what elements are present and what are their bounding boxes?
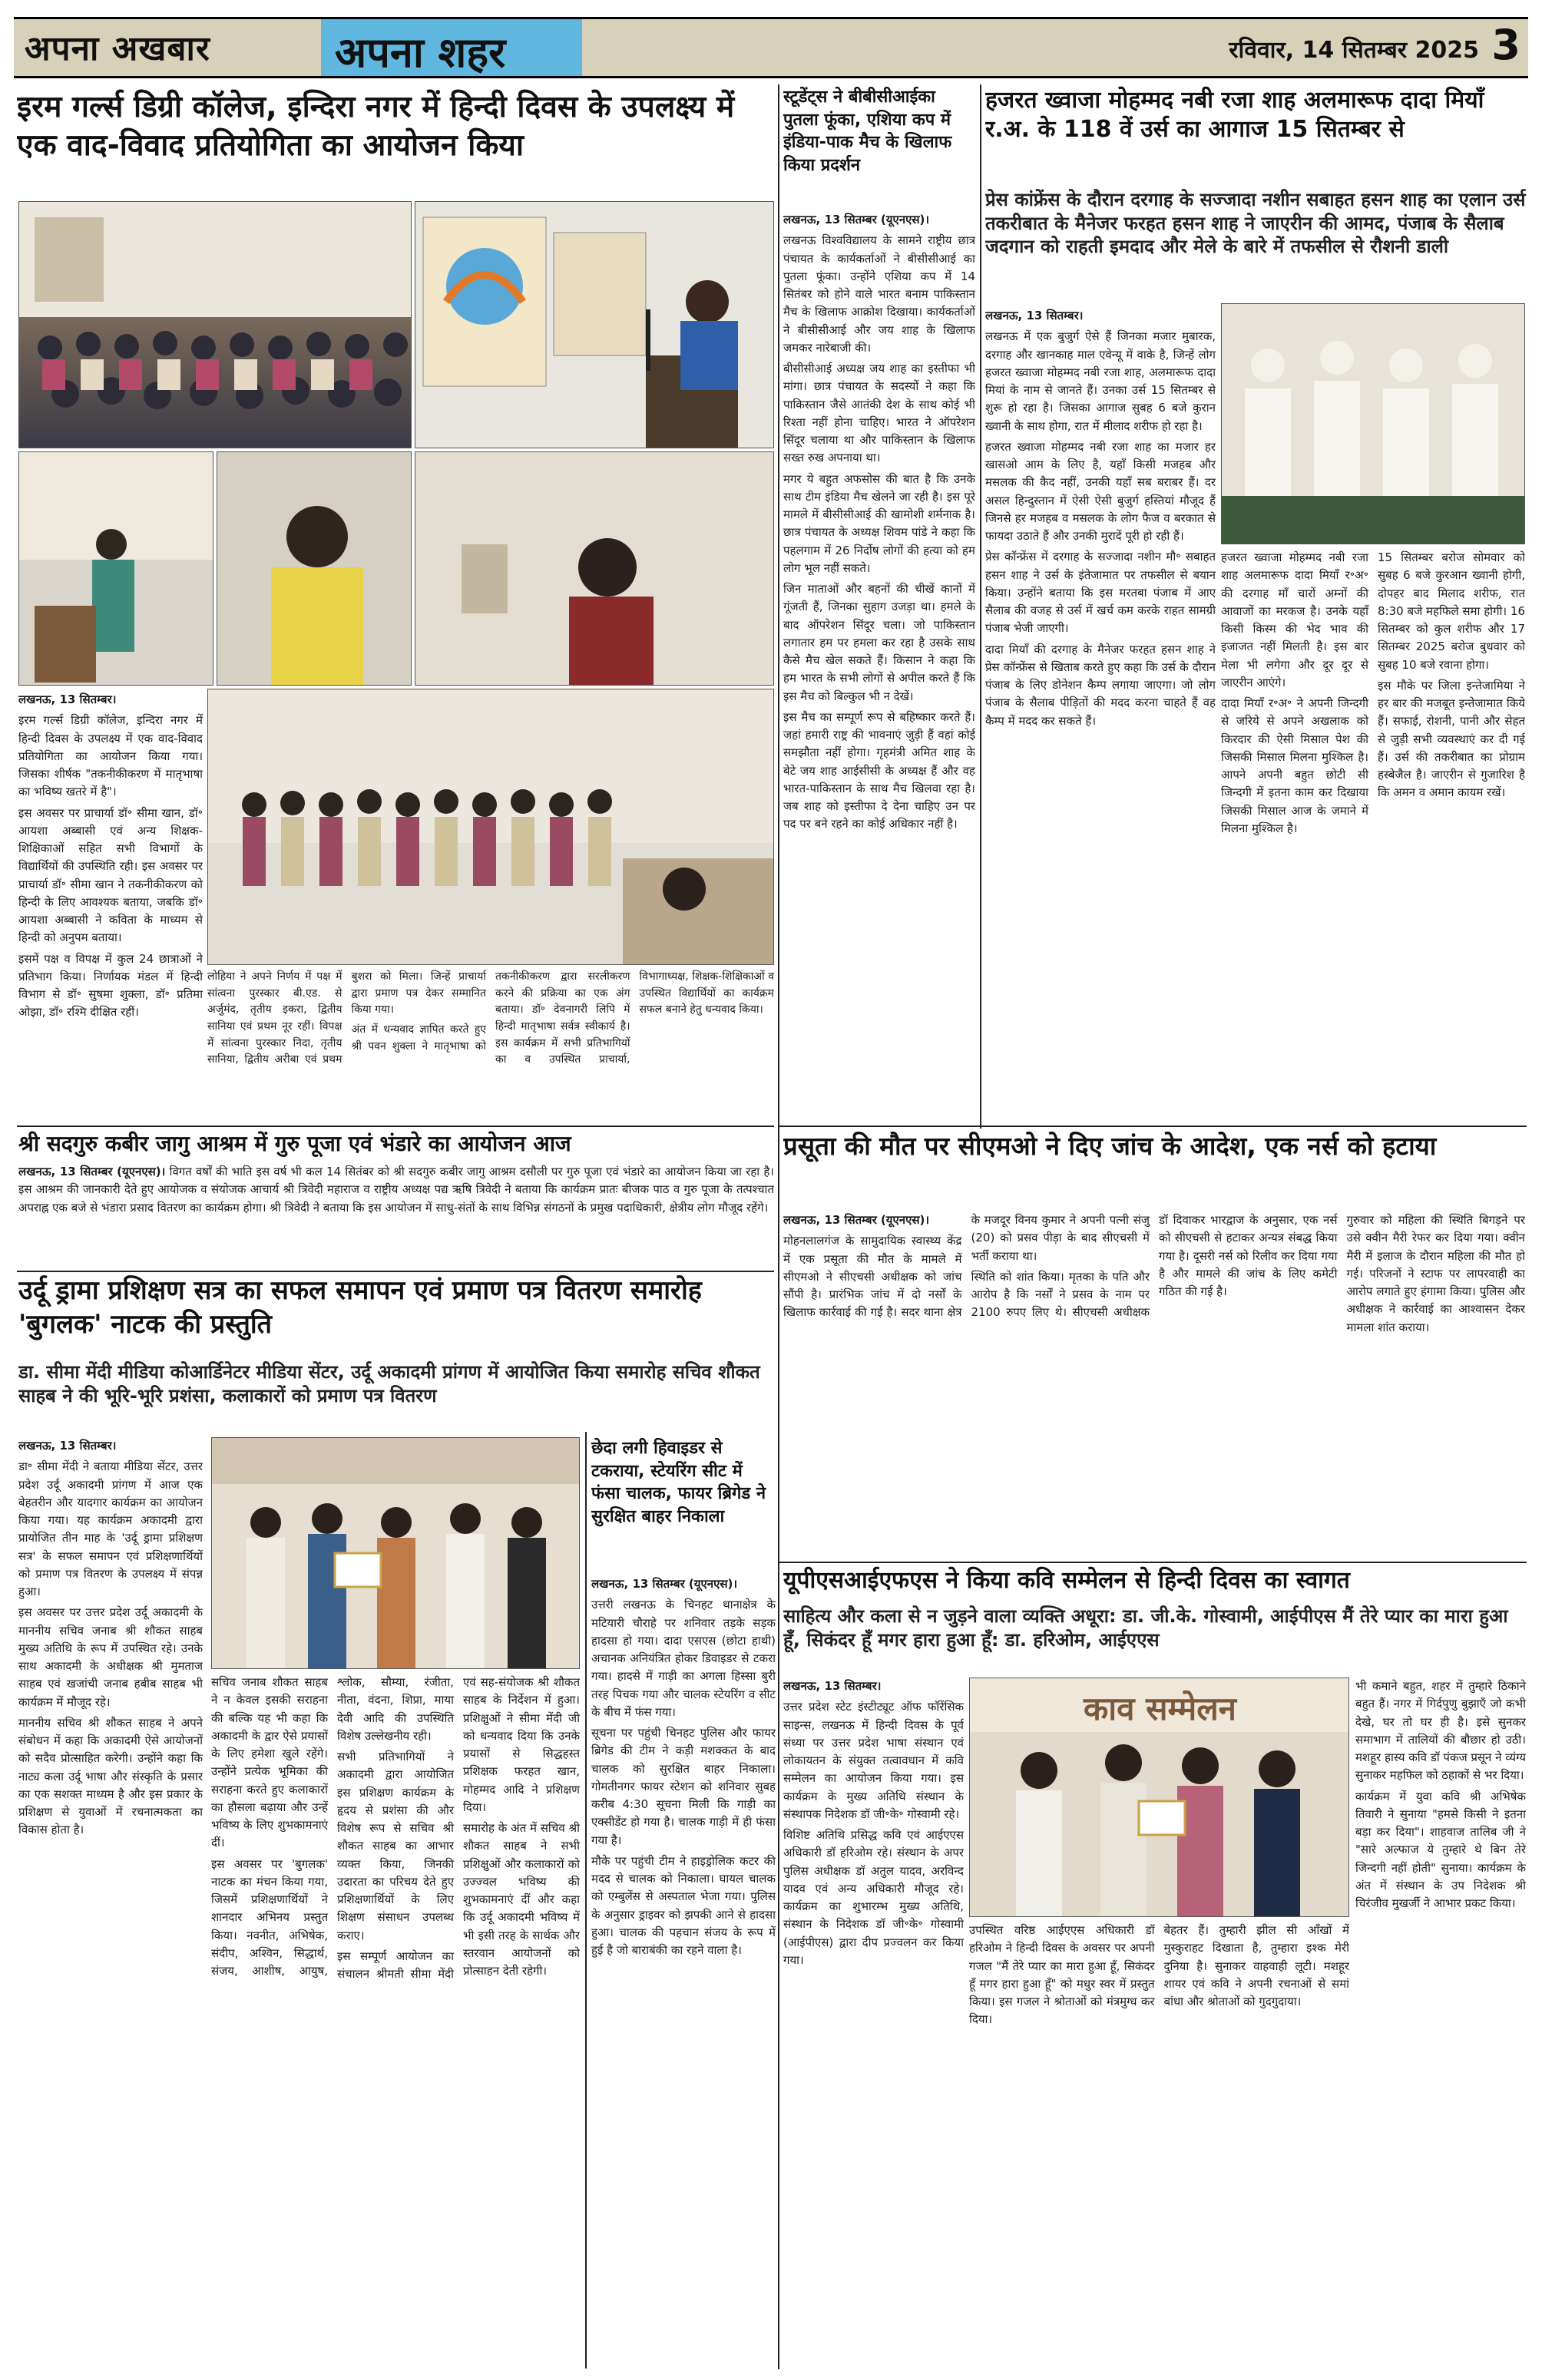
story7-para: सूचना पर पहुंची चिनहट पुलिस और फायर ब्रिगेड की टीम ने कड़ी मशक्कत के बाद चालक को सुरक्षित बाहर निकाला। गोमतीनगर फायर स्टेशन को शनिवार सुबह करीब 4:30 सूचना मिली कि गाड़ी का एक्सीडेंट हो गया है। चालक गाड़ी में ही फंसा गया है।: [591, 1726, 776, 1847]
story5-para: स्थिति को शांत किया। मृतका के पति और आरोप है कि नर्सों ने प्रसव के नाम पर 2100 रुपए लिए थे। सीएचसी अधीक्षक डॉ दिवाकर भारद्वाज के अनुसार, एक नर्स को सीएचसी से हटाकर अन्यत्र संबद्ध किया गया है। दूसरी नर्स को रिलीव कर दिया गया है और मामले की जांच के लिए कमेटी गठित की गई है।: [971, 1213, 1338, 1320]
story1-photo-speaker: [415, 201, 774, 448]
story2-para: बीसीसीआई अध्यक्ष जय शाह का इस्तीफा भी मांगा। छात्र पंचायत के सदस्यों ने कहा कि पाकिस्तान जैसे आतंकी देश के साथ कोई भी रिश्ता नहीं होना चाहिए। भारत ने ऑपरेशन सिंदूर चलाया था और पाकिस्तान के खिलाफ सख्त रुख अपनाया था।: [783, 362, 975, 465]
story8-para: भी कमाने बहुत, शहर में तुम्हारे ठिकाने बहुत हैं। नगर में गिर्दपुणु बुझाएँ जो कभी देखे, घर तो घर ही है। इसे सुनकर समाभाग में तालियों की बौछार हो उठी। मशहूर हास्य कवि डॉ पंकज प्रसून ने व्यंग्य सुनाकर महफिल को ठहाकों से भर दिया।: [1355, 1679, 1526, 1783]
story5-dateline: लखनऊ, 13 सितम्बर (यूएनएस)।: [783, 1213, 930, 1227]
story8-body-cols: [969, 1922, 1349, 2368]
story1-para: अंत में धन्यवाद ज्ञापित करते हुए श्री पवन शुक्ला ने मातृभाषा को तकनीकीकरण द्वारा सरलीकरण करने की प्रक्रिया का एक अंग बताया। डॉ॰ देवनागरी लिपि में हिन्दी मातृभाषा सर्वत्र स्वीकार्य है। इस कार्यक्रम में सभी प्रतिभागियों का व उपस्थित प्राचार्या, विभागाध्यक्ष, शिक्षक-शिक्षिकाओं व उपस्थित विद्यार्थियों का कार्यक्रम सफल बनाने हेतु धन्यवाद किया।: [351, 970, 774, 1066]
story7-para: उत्तरी लखनऊ के चिनहट थानाक्षेत्र के मटियारी चौराहे पर शनिवार तड़के सड़क हादसा हो गया। दादा एसएस (छोटा हाथी) अचानक अनियंत्रित होकर डिवाइडर से टकरा गया। हादसे में गाड़ी का अगला हिस्सा बुरी तरह पिचक गया और चालक स्टेयरिंग व सीट के बीच में फंस गया।: [591, 1598, 776, 1719]
row-divider: [17, 1126, 774, 1127]
story1-dateline: लखनऊ, 13 सितम्बर।: [18, 693, 117, 706]
story2-body: [783, 211, 975, 1121]
story6-para: डा॰ सीमा मेंदी ने बताया मीडिया सेंटर, उत्तर प्रदेश उर्दू अकादमी प्रांगण में आज एक बेहतरीन और यादगार कार्यक्रम का आयोजन किया गया। यह कार्यक्रम अकादमी द्वारा प्रायोजित तीन माह के 'उर्दू ड्रामा प्रशिक्षण सत्र' के सफल समापन एवं प्रशिक्षणार्थियों को प्रमाण पत्र वितरण के उपलक्ष्य में संपन्न हुआ।: [18, 1459, 203, 1598]
story6-headline: उर्दू ड्रामा प्रशिक्षण सत्र का सफल समापन एवं प्रमाण पत्र वितरण समारोह 'बुगलक' नाटक की प्रस्तुति: [18, 1275, 702, 1340]
story7-body: [591, 1575, 776, 2366]
story1-photo-mic: [415, 451, 774, 686]
page-number: 3: [1491, 21, 1520, 69]
story3-para: दादा मियाँ र॰अ॰ ने अपनी जिन्दगी से जरिये से अपने अखलाक को किरदार की ऐसी मिसाल पेश की जिसकी मिसाल मिलना मुश्किल है। आपने अपनी बहुत छोटी सी जिन्दगी में इतना काम कर दिखाया जिसकी मिसाल आज के जमाने में मिलना मुश्किल है।: [1221, 696, 1368, 835]
story1-para: इस अवसर पर प्राचार्या डॉ॰ सीमा खान, डॉ॰ आयशा अब्बासी एवं अन्य शिक्षक-शिक्षिकाओं सहित सभी विभागों के विद्यार्थियों की उपस्थिति रही। इस अवसर पर प्राचार्या डॉ॰ सीमा खान ने तकनीकीकरण को हिन्दी के लिए आवश्यक बताया, जबकि डॉ॰ आयशा अब्बासी ने कविता के माध्यम से हिन्दी को अनुपम बताया।: [18, 805, 203, 945]
story3-body-col1: [985, 307, 1216, 1121]
story3-para: 15 सितम्बर बरोज सोमवार को सुबह 6 बजे कुरआन ख्वानी होगी, दोपहर बाद मिलाद शरीफ, रात 8:30 बजे महफिले समा होगी। 16 सितम्बर को कुल शरीफ और 17 सितम्बर 2025 बरोज बुधवार को सुबह 10 बजे रवाना होगा।: [1378, 550, 1525, 672]
story1-photo-audience: [18, 201, 412, 448]
story2-para: लखनऊ विश्वविद्यालय के सामने राष्ट्रीय छात्र पंचायत के कार्यकर्ताओं ने बीसीसीआई का पुतला फूंका। उन्होंने एशिया कप में 14 सितंबर को होने वाले भारत बनाम पाकिस्तान मैच के खिलाफ आक्रोश दिखाया। कार्यकर्ताओं ने बीसीसीआई और जय शाह के खिलाफ जमकर नारेबाजी की।: [783, 233, 975, 355]
story8-para: उत्तर प्रदेश स्टेट इंस्टीट्यूट ऑफ फॉरेंसिक साइन्स, लखनऊ में हिन्दी दिवस के पूर्व संध्या पर उत्तर प्रदेश भाषा संस्थान एवं लोकायतन के संयुक्त तत्वावधान में कवि सम्मेलन का आयोजन किया गया। इस कार्यक्रम के मुख्य अतिथि संस्थान के संस्थापक निदेशक डॉ जी॰के॰ गोस्वामी रहे।: [783, 1700, 964, 1821]
story6-para: सभी प्रतिभागियों ने अकादमी द्वारा आयोजित इस प्रशिक्षण कार्यक्रम के हृदय से प्रशंसा की और विशेष रूप से सचिव श्री शौकत साहब का आभार व्यक्त किया, जिनकी उदारता का परिचय देते हुए प्रशिक्षणार्थियों के लिए शिक्षण संसाधन उपलब्ध कराए।: [337, 1750, 454, 1942]
award-illustration: [970, 1732, 1349, 1917]
story3-para: दादा मियाँ की दरगाह के मैनेजर फरहत हसन शाह ने प्रेस कॉन्फ्रेंस से खिताब करते हुए कहा कि उर्स के दौरान पंजाब के लिए डोनेशन कैम्प लगाया जाएगा। जो लोग पंजाब के सैलाब पीड़ितों की मदद करना चाहते हैं वह कैम्प में मदद कर सकते हैं।: [985, 642, 1216, 728]
story6-para: माननीय सचिव श्री शौकत साहब ने अपने संबोधन में कहा कि अकादमी ऐसे आयोजनों को सदैव प्रोत्साहित करेगी। उन्होंने कहा कि नाट्य कला उर्दू भाषा और संस्कृति के प्रसार का एक सशक्त माध्यम है और इस प्रकार के प्रशिक्षण से युवाओं में रचनात्मकता का विकास होता है।: [18, 1715, 203, 1837]
story5-body: [783, 1211, 1525, 1557]
story1-para: इरम गर्ल्स डिग्री कॉलेज, इन्दिरा नगर में हिन्दी दिवस के उपलक्ष्य में एक वाद-विवाद प्रतियोगिता का आयोजन किया गया। जिसका शीर्षक "तकनीकीकरण में मातृभाषा का भविष्य खतरे में है"।: [18, 713, 203, 799]
story3-subhead: प्रेस कांफ्रेंस के दौरान दरगाह के सज्जादा नशीन सबाहत हसन शाह का एलान उर्स तकरीबात के मैनेजर फरहत हसन शाह ने जाएरीन की आमद, पंजाब के सैलाब जदगान को राहती इमदाद और मेले के बारे में तफसील से रौशनी डाली: [985, 189, 1526, 258]
story3-photo-press-conference: [1221, 303, 1525, 544]
column-divider: [778, 1126, 779, 2369]
story6-para: इस अवसर पर 'बुगलक' नाटक का मंचन किया गया, जिसमें प्रशिक्षणार्थियों ने शानदार अभिनय प्रस्तुत किया। नवनीत, अभिषेक, संदीप, अश्विन, सिद्धार्थ, संजय, आशीष, आयुष, श्लोक, सौम्या, रंजीता, नीता, वंदना, शिप्रा, माया देवी आदि की उपस्थिति विशेष उल्लेखनीय रही।: [211, 1675, 454, 1978]
certificate-illustration: [212, 1438, 580, 1669]
story8-body-col4: [1355, 1678, 1526, 2368]
story5-headline: प्रसूता की मौत पर सीएमओ ने दिए जांच के आदेश, एक नर्स को हटाया: [783, 1131, 1437, 1161]
story8-subhead: साहित्य और कला से न जुड़ने वाला व्यक्ति अधूरा: डा. जी.के. गोस्वामी, आईपीएस मैं तेरे प्यार का मारा हुआ हूँ, सिकंदर हूँ मगर हारा हुआ हूँ: डा. हरिओम, आईएएस: [783, 1605, 1508, 1651]
participant-illustration: [217, 452, 412, 686]
story3-para: हजरत ख्वाजा मोहम्मद नबी रजा शाह अलमारूफ दादा मियाँ र॰अ॰ की दरगाह माँ चारों अम्नों की आवाजों का मरकज है। उनके यहाँ किसी किस्म की भेद भाव की इजाजत नहीं मिलती है। इस बार मेला भी लगेगा और दूर दूर से जाएरीन आएंगे।: [1221, 550, 1368, 689]
story8-para: बेहतर हैं। तुम्हारी झील सी आँखों में मुस्कुराहट दिखाता है, तुम्हारा इश्क मेरी दुनिया है। सुनाकर वाहवाही लूटी। मशहूर शायर एवं कवि ने अपनी रचनाओं से समां बांधा और श्रोताओं को गुदगुदाया।: [1163, 1923, 1349, 2008]
banner-text: काव सम्मेलन: [970, 1678, 1349, 1732]
audience-illustration: [19, 202, 412, 448]
story1-photo-group: [207, 689, 774, 965]
story6-photo-certificate: [211, 1437, 580, 1669]
story1-headline: इरम गर्ल्स डिग्री कॉलेज, इन्दिरा नगर में हिन्दी दिवस के उपलक्ष्य में एक वाद-विवाद प्रतियोगिता का आयोजन किया: [17, 90, 735, 163]
story2-headline: स्टूडेंट्स ने बीबीसीआईका पुतला फूंका, एशिया कप में इंडिया-पाक मैच के खिलाफ किया प्रदर्शन: [783, 88, 952, 176]
story4-body: [18, 1163, 774, 1267]
story8-para: उपस्थित वरिष्ठ आईएएस अधिकारी डॉ हरिओम ने हिन्दी दिवस के अवसर पर अपनी गजल "मैं तेरे प्यार का मारा हुआ हूँ, सिकंदर हूँ मगर हारा हुआ हूँ" को मधुर स्वर में प्रस्तुत किया। इस गजल ने श्रोताओं को मंत्रमुग्ध कर दिया।: [969, 1923, 1155, 2027]
story6-dateline: लखनऊ, 13 सितम्बर।: [18, 1439, 117, 1453]
story7-headline: छेदा लगी हिवाइडर से टकराया, स्टेयरिंग सीट में फंसा चालक, फायर ब्रिगेड ने सुरक्षित बाहर निकाला: [591, 1439, 766, 1527]
story8-headline: यूपीएसआईएफएस ने किया कवि सम्मेलन से हिन्दी दिवस का स्वागत: [783, 1567, 1350, 1594]
story3-para: हजरत ख्वाजा मोहम्मद नबी रजा शाह का मजार हर खासओ आम के लिए है, यहाँ किसी मजहब और मसलक की कैद नहीं, उनकी यहाँ सब बराबर हैं। दर असल हिन्दुस्तान में ऐसी ऐसी बुजुर्ग हस्तियां मौजूद हैं जिनसे हर मजहब व मसलक के लोग फैज व बरकात से फायदा उठाते हैं और उनकी मुरादें पूरी हो रही हैं।: [985, 439, 1216, 543]
speaker-illustration: [415, 202, 774, 448]
column-divider: [980, 84, 981, 1129]
story3-headline: हजरत ख्वाजा मोहम्मद नबी रजा शाह अलमारूफ दादा मियाँ र.अ. के 118 वें उर्स का आगाज 15 सितम्बर से: [985, 87, 1484, 144]
column-divider: [778, 84, 779, 1129]
masthead: [14, 17, 1528, 78]
row-divider: [778, 1126, 1527, 1127]
stage-illustration: [19, 452, 213, 686]
group-illustration: [208, 689, 774, 965]
story3-para: लखनऊ में एक बुजुर्ग ऐसे हैं जिनका मजार मुबारक, दरगाह और खानकाह माल एवेन्यू में वाके है, जिन्हें लोग हजरत ख्वाजा मोहम्मद नबी रजा शाह, अलमारूफ दादा मियां के नाम से जानते हैं। उनका उर्स 15 सितम्बर से शुरू हो रहा है। जिसका आगाज सुबह 6 बजे कुरान ख्वानी के साथ होगा, रात में मीलाद शरीफ हो रहा है।: [985, 329, 1216, 433]
story5-para: गुरुवार को महिला की स्थिति बिगड़ने पर उसे क्वीन मैरी रेफर कर दिया गया। क्वीन मैरी में इलाज के दौरान महिला की मौत हो गई। परिजनों ने स्टाफ पर लापरवाही का आरोप लगाते हुए हंगामा किया। पुलिस और अधीक्षक ने कार्रवाई का आश्वासन देकर मामला शांत कराया।: [1346, 1213, 1525, 1334]
story8-photo-kavi-sammelan: [969, 1678, 1349, 1917]
story3-dateline: लखनऊ, 13 सितम्बर।: [985, 309, 1084, 322]
story5-para: मोहनलालगंज के सामुदायिक स्वास्थ्य केंद्र में एक प्रसूता की मौत के मामले में सीएमओ ने सीएचसी अधीक्षक को जांच सौंपी है। प्रारंभिक जांच में दो नर्सों के खिलाफ कार्रवाई की गई है। सदर थाना क्षेत्र के मजदूर विनय कुमार ने अपनी पत्नी संजु (20) को प्रसव पीड़ा के बाद सीएचसी में भर्ती कराया था।: [783, 1213, 1150, 1320]
story1-para: इसमें पक्ष व विपक्ष में कुल 24 छात्राओं ने प्रतिभाग किया। निर्णायक मंडल में हिन्दी विभाग से डॉ॰ सुषमा शुक्ला, डॉ॰ प्रतिमा ओझा, डॉ॰ रश्मि दीक्षित रहीं।: [18, 951, 203, 1020]
story8-body-col1: [783, 1678, 964, 2368]
story8-dateline: लखनऊ, 13 सितम्बर।: [783, 1679, 882, 1693]
story2-para: मगर ये बहुत अफसोस की बात है कि उनके साथ टीम इंडिया मैच खेलने जा रही है। इस पूरे मामले में बीसीसीआई की खामोशी शर्मनाक है। छात्र पंचायत के अध्यक्ष शिवम पांडे ने कहा कि पहलगाम में 26 निर्दोष लोगों की हत्या को हम लोग भूल नहीं सकते।: [783, 471, 975, 575]
story4-dateline: लखनऊ, 13 सितम्बर (यूएनएस)।: [18, 1165, 166, 1178]
story1-para: लोहिया ने अपने निर्णय में पक्ष में सांत्वना पुरस्कार बी.एड. से अर्जुमंद, तृतीय इकरा, द्वितीय सानिया एवं प्रथम नूर रहीं। विपक्ष में सांत्वना पुरस्कार निदा, तृतीय सानिया, द्वितीय अरीबा एवं प्रथम बुशरा को मिला। जिन्हें प्राचार्या द्वारा प्रमाण पत्र देकर सम्मानित किया गया।: [207, 970, 486, 1066]
story1-photo-participant: [217, 451, 412, 686]
section-title: अपना शहर: [321, 19, 582, 76]
newspaper-brand: अपना अखबार: [25, 29, 210, 68]
story6-body-cols: [211, 1674, 580, 2365]
story6-para: सचिव जनाब शौकत साहब ने न केवल इसकी सराहना की बल्कि यह भी कहा कि अकादमी के द्वार ऐसे प्रयासों के लिए हमेशा खुले रहेंगे। उन्होंने प्रत्येक भूमिका की सराहना करते हुए कलाकारों का हौसला बढ़ाया और उन्हें भविष्य के लिए शुभकामनाएं दीं।: [211, 1675, 328, 1850]
mic-illustration: [415, 452, 774, 686]
story3-body-cols: [1221, 549, 1525, 1121]
story8-para: कार्यक्रम में युवा कवि श्री अभिषेक तिवारी ने सुनाया "हमसे किसी ने इतना बड़ा कर दिया"। शाहवाज तालिब जी ने "सारे अल्फाज ये तुम्हारे थे बिन तेरे जिन्दगी नहीं होती" सुनाया। कार्यक्रम के अंत में संस्थान के उप निदेशक श्री चिरंजीव मुखर्जी ने आभार प्रकट किया।: [1355, 1789, 1526, 1910]
story7-para: मौके पर पहुंची टीम ने हाइड्रोलिक कटर की मदद से चालक को निकाला। घायल चालक को एम्बुलेंस से अस्पताल भेजा गया। पुलिस के अनुसार ड्राइवर को झपकी आने से हादसा हुआ। चालक की पहचान संजय के रूप में हुई है जो बाराबंकी का रहने वाला है।: [591, 1853, 776, 1957]
story4-para: विगत वर्षों की भाति इस वर्ष भी कल 14 सितंबर को श्री सदगुरु कबीर जागु आश्रम दसौली पर गुरु पूजा एवं भंडारे का आयोजन किया जा रहा है। इस आश्रम की जानकारी देते हुए आयोजक व संयोजक आचार्य श्री त्रिवेदी महाराज व राष्ट्रीय अध्यक्ष पद्य ऋषि त्रिवेदी ने बताया कि कार्यक्रम प्रातः बीजक पाठ व गुरु पूजा के तत्पश्चात अपराह्न एक बजे से भंडारा प्रसाद वितरण का कार्यक्रम होगा। श्री त्रिवेदी ने बताया कि इस आयोजन में साधु-संतों के साथ विभिन्न संगठनों के प्रमुख पदाधिकारी, क्षेत्रीय लोग मौजूद रहेंगे।: [18, 1165, 774, 1215]
story1-body-cols: [207, 969, 774, 1121]
story8-para: विशिष्ट अतिथि प्रसिद्ध कवि एवं आईएएस अधिकारी डॉ हरिओम रहे। संस्थान के अपर पुलिस अधीक्षक डॉ अतुल यादव, अरविन्द यादव एवं अन्य अधिकारी मौजूद रहे। कार्यक्रम का शुभारम्भ मुख्य अतिथि, संस्थान के निदेशक डॉ जी॰के॰ गोस्वामी (आईपीएस) द्वारा दीप प्रज्वलन कर किया गया।: [783, 1828, 964, 1967]
row-divider: [17, 1271, 774, 1272]
issue-date: रविवार, 14 सितम्बर 2025: [1229, 37, 1479, 64]
story2-dateline: लखनऊ, 13 सितम्बर (यूएनएस)।: [783, 213, 930, 226]
story6-para: समारोह के अंत में सचिव श्री शौकत साहब ने सभी प्रशिक्षुओं और कलाकारों को उज्ज्वल भविष्य की शुभकामनाएं दीं और कहा कि उर्दू अकादमी भविष्य में भी इसी तरह के सार्थक और स्तरवान आयोजनों को प्रोत्साहन देती रहेगी।: [463, 1821, 580, 1978]
story6-subhead: डा. सीमा मेंदी मीडिया कोआर्डिनेटर मीडिया सेंटर, उर्दू अकादमी प्रांगण में आयोजित किया समारोह सचिव शौकत साहब ने की भूरि-भूरि प्रशंसा, कलाकारों को प्रमाण पत्र वितरण: [18, 1361, 760, 1407]
story7-dateline: लखनऊ, 13 सितम्बर (यूएनएस)।: [591, 1577, 738, 1591]
story4-headline: श्री सदगुरु कबीर जागु आश्रम में गुरु पूजा एवं भंडारे का आयोजन आज: [18, 1131, 571, 1156]
story6-para: इस सम्पूर्ण आयोजन का संचालन श्रीमती सीमा मेंदी एवं सह-संयोजक श्री शौकत साहब के निर्देशन में हुआ। प्रशिक्षुओं ने सीमा मेंदी जी को धन्यवाद दिया कि उनके प्रयासों से सिद्धहस्त प्रशिक्षक फरहत खान, मोहम्मद आदि ने प्रशिक्षण दिया।: [337, 1675, 580, 1981]
story3-para: प्रेस कॉन्फ्रेंस में दरगाह के सज्जादा नशीन मौ॰ सबाहत हसन शाह ने उर्स के इंतेजामात पर तफसील से बयान किया। उन्होंने बताया कि इस मरतबा पंजाब में आए सैलाब की वजह से उर्स में खर्च कम करके राहत सामग्री पंजाब भेजी जाएगी।: [985, 550, 1216, 636]
story3-para: इस मौके पर जिला इन्तेजामिया ने हर बार की मजबूत इन्तेजामात किये हैं। सफाई, रोशनी, पानी और सेहत से जुड़ी सभी व्यवस्थाएं कर दी गई हैं। उर्स की तकरीबात का प्रोग्राम हस्बेजैल है। जाएरीन से गुजारिश है कि अमन व अमान कायम रखें।: [1378, 678, 1525, 800]
story1-body-col1: [18, 691, 203, 1121]
story2-para: इस मैच का सम्पूर्ण रूप से बहिष्कार करते हैं। जहां हमारी राष्ट्र की भावनाएं जुड़ी हैं वहां कोई समझौता नहीं होगा। गृहमंत्री अमित शाह के बेटे जय शाह आईसीसी के अध्यक्ष हैं और वह भारत-पाकिस्तान के साथ मैच खिलवा रहा है। जब शाह को इस्तीफा दे देना चाहिए उन पर पद पर बने रहने का कोई अधिकार नहीं है।: [783, 709, 975, 831]
story2-para: जिन माताओं और बहनों की चीखें कानों में गूंजती हैं, जिनका सुहाग उजड़ा था। हमले के बाद ऑपरेशन सिंदूर चला। जो पाकिस्तान लगातार हम पर हमला कर रहा है उसके साथ कैसे मैच खेल सकते हैं। किसान ने कहा कि हम भारत के सभी लोगों से अपील करते हैं कि इस मैच को बिल्कुल भी न देखें।: [783, 582, 975, 703]
story6-body-col1: [18, 1437, 203, 2366]
story1-photo-stage: [18, 451, 213, 686]
press-conference-illustration: [1222, 304, 1525, 544]
column-divider: [585, 1432, 587, 2368]
story6-para: इस अवसर पर उत्तर प्रदेश उर्दू अकादमी के माननीय सचिव जनाब श्री शौकत साहब मुख्य अतिथि के रूप में उपस्थित रहे। उनके साथ अकादमी के अधीक्षक श्री मुमताज साहब एवं खजांची जनाब हबीब साहब भी कार्यक्रम में मौजूद रहे।: [18, 1605, 203, 1709]
row-divider: [778, 1562, 1527, 1563]
